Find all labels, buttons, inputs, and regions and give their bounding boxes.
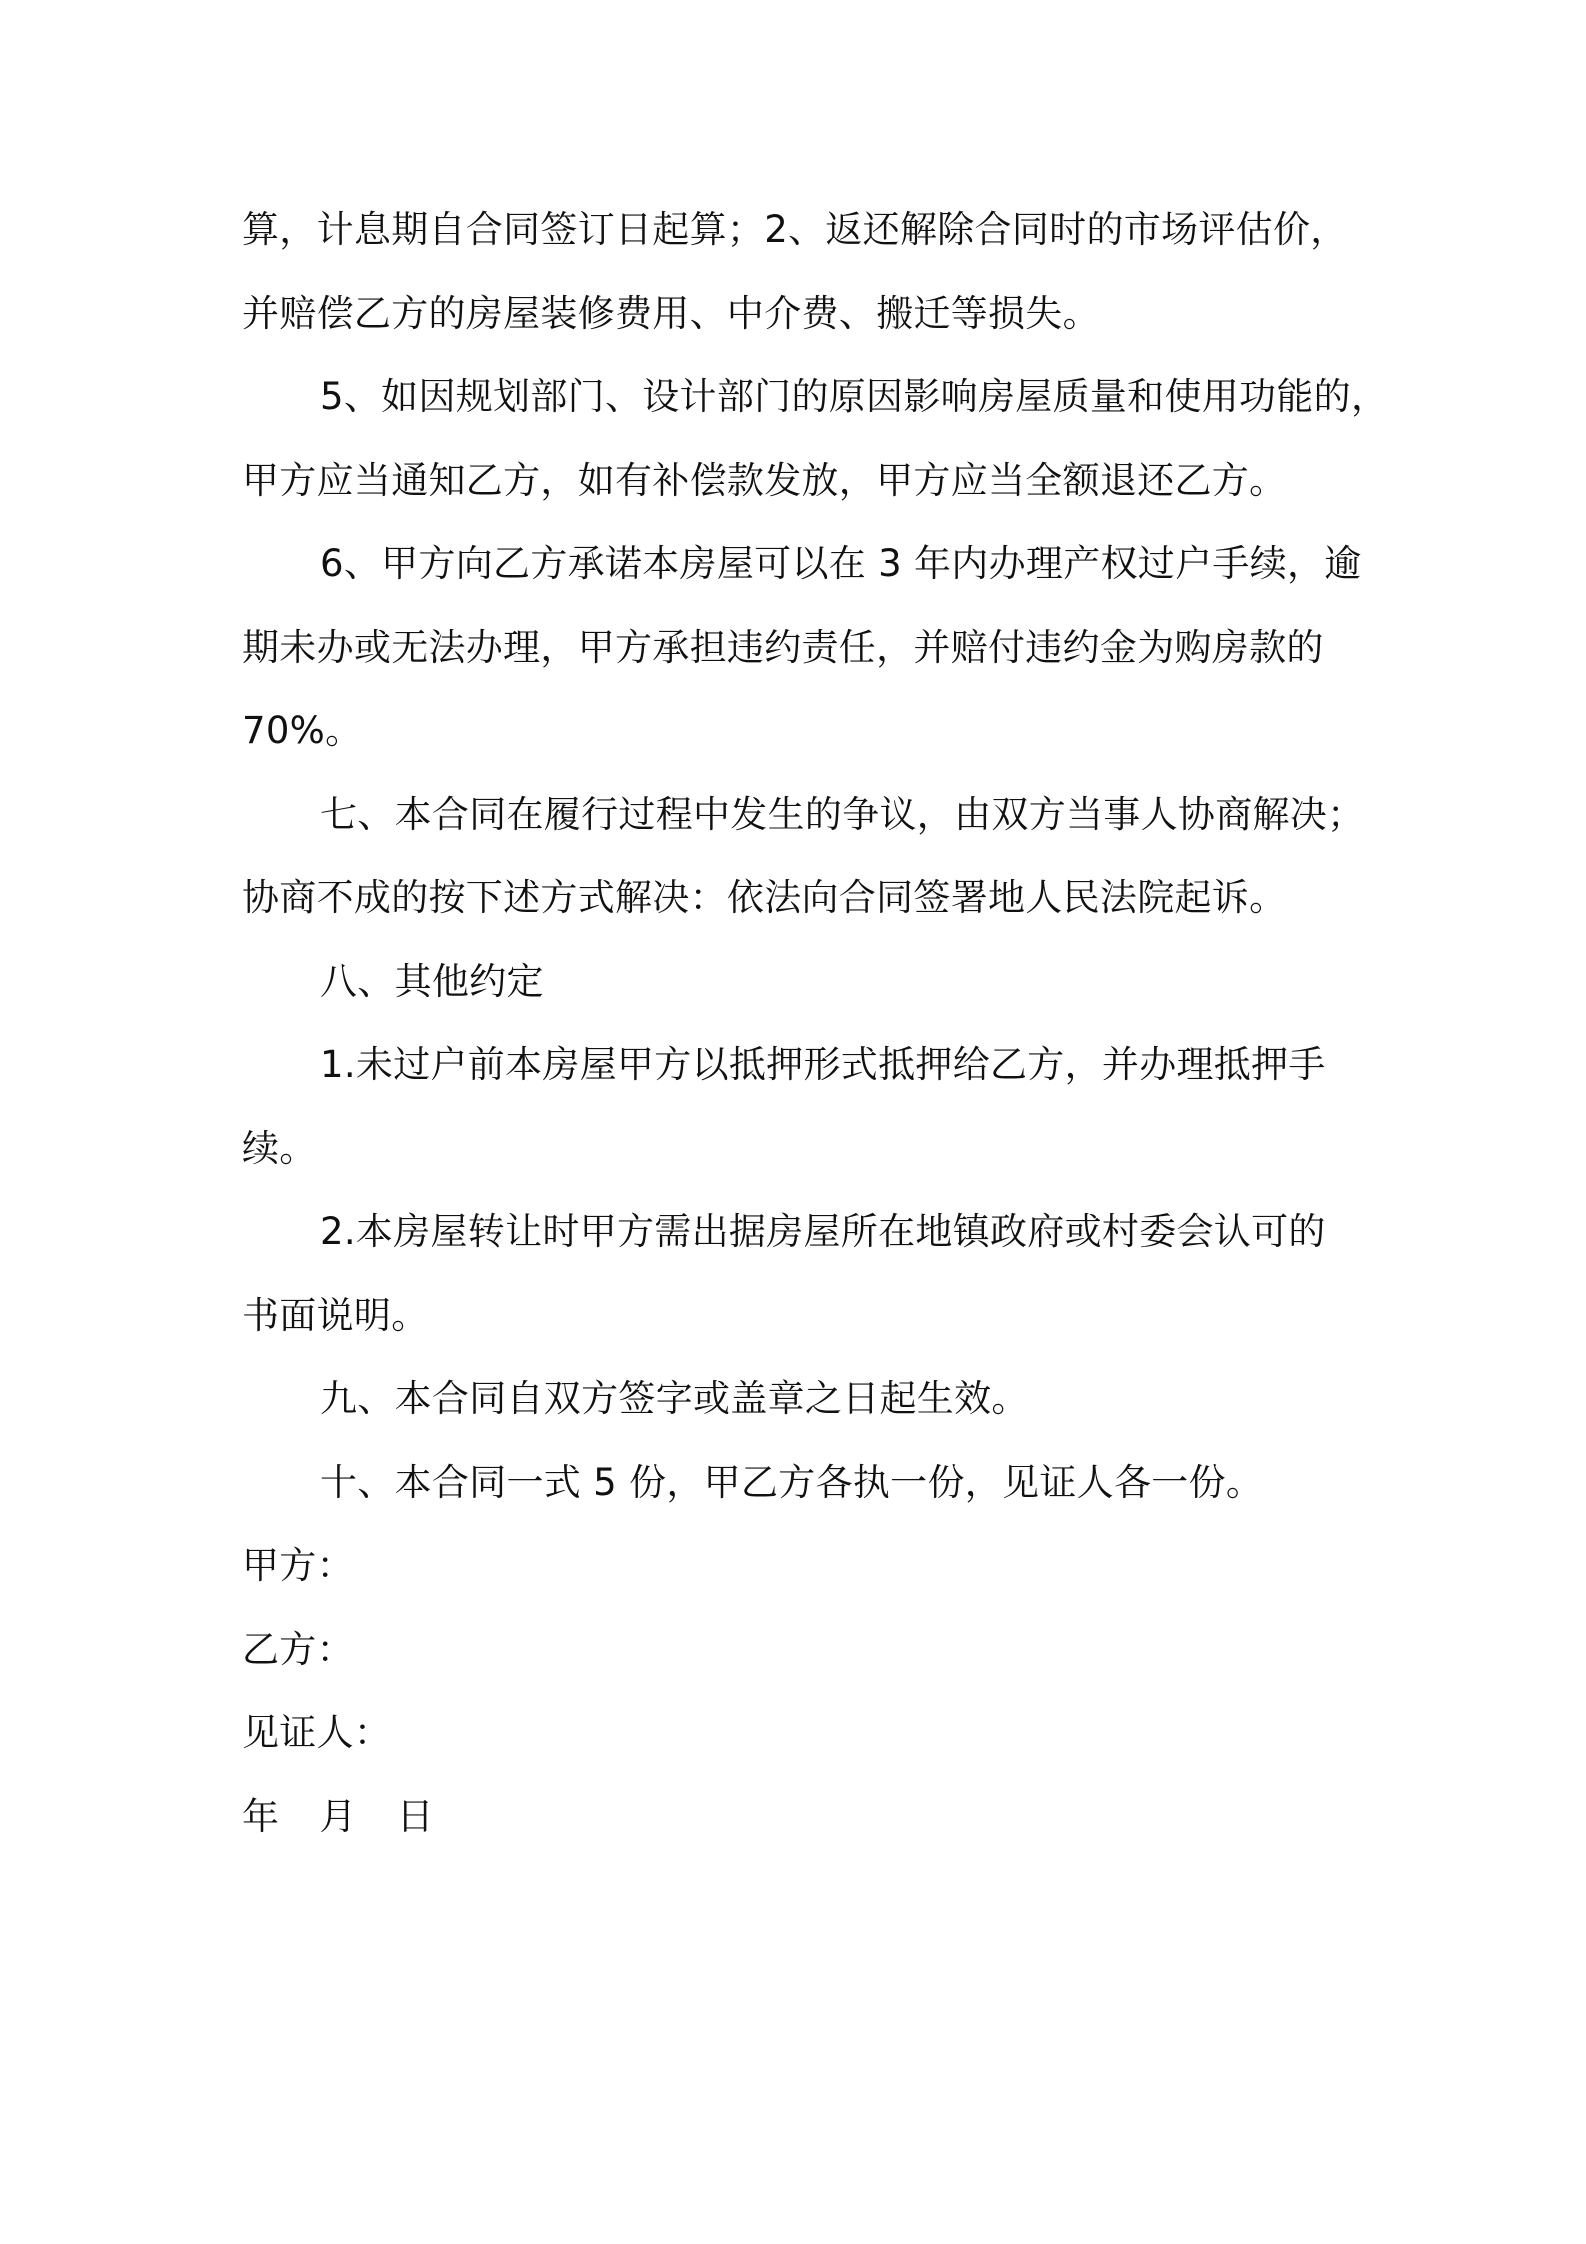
article-8-item-2-line-2: 书面说明。 [242, 1293, 429, 1337]
article-7-line-2: 协商不成的按下述方式解决：依法向合同签署地人民法院起诉。 [242, 876, 1287, 919]
clause-6-line-2: 期未办或无法办理，甲方承担违约责任，并赔付违约金为购房款的 [242, 625, 1324, 669]
clause-5-line-2: 甲方应当通知乙方，如有补偿款发放，甲方应当全额退还乙方。 [242, 458, 1287, 502]
clause-5-line-1: 5、如因规划部门、设计部门的原因影响房屋质量和使用功能的， [320, 375, 1389, 418]
contract-body [242, 188, 1389, 1858]
clause-6-line-1: 6、甲方向乙方承诺本房屋可以在 3 年内办理产权过户手续，逾 [320, 542, 1362, 585]
article-8-item-2-line-1: 2.本房屋转让时甲方需出据房屋所在地镇政府或村委会认可的 [320, 1210, 1326, 1253]
article-8-item-1-line-2: 续。 [242, 1126, 317, 1170]
date-month-label: 月 [319, 1794, 357, 1838]
date-line [242, 1775, 1362, 1859]
date-year-label: 年 [242, 1794, 280, 1838]
article-8-item-1-line-1: 1.未过户前本房屋甲方以抵押形式抵押给乙方，并办理抵押手 [320, 1043, 1326, 1086]
party-b-signature-label: 乙方： [242, 1627, 354, 1671]
clause-4-continuation-line-1: 算，计息期自合同签订日起算；2、返还解除合同时的市场评估价， [242, 208, 1348, 251]
article-10: 十、本合同一式 5 份，甲乙方各执一份，见证人各一份。 [320, 1460, 1264, 1504]
witness-signature-label: 见证人： [242, 1711, 392, 1754]
article-9: 九、本合同自双方签字或盖章之日起生效。 [320, 1377, 1029, 1420]
article-7-line-1: 七、本合同在履行过程中发生的争议，由双方当事人协商解决； [320, 792, 1365, 836]
clause-4-continuation-line-2: 并赔偿乙方的房屋装修费用、中介费、搬迁等损失。 [242, 291, 1100, 335]
date-day-label: 日 [396, 1794, 434, 1838]
party-a-signature-label: 甲方： [242, 1544, 354, 1587]
article-8-heading: 八、其他约定 [320, 959, 544, 1003]
clause-6-line-3: 70%。 [242, 709, 363, 752]
